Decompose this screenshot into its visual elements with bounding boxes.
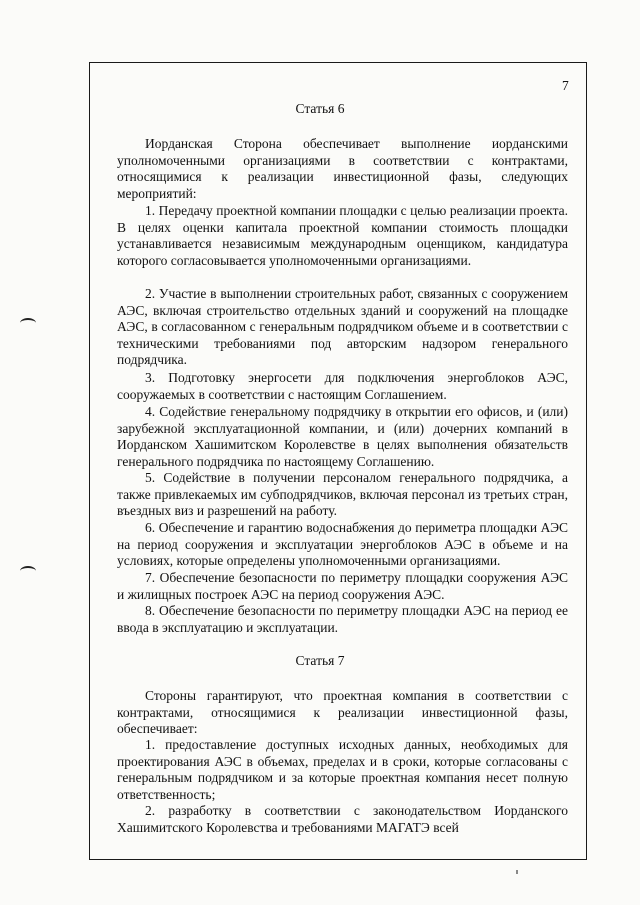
- article-6-item-2: 2. Участие в выполнении строительных работ, связанных с сооружением АЭС, включая строительство отдельных зданий и сооружений на площадке АЭС, в согласованном с генеральным подрядчиком объеме и в соответствии с техническими требованиями под авторским надзором генерального подрядчика.: [117, 286, 568, 367]
- article-7-item-2: 2. разработку в соответствии с законодательством Иорданского Хашимитского Королевства и требованиями МАГАТЭ всей: [117, 803, 568, 835]
- article-6-item-4: 4. Содействие генеральному подрядчику в открытии его офисов, и (или) зарубежной эксплуатационной компании, и (или) дочерних компаний в Иорданском Хашимитском Королевстве в целях выполнения обязательств генерального подрядчика по настоящему Соглашению.: [117, 404, 568, 469]
- article-6-intro: Иорданская Сторона обеспечивает выполнение иорданскими уполномоченными организациями в соответствии с контрактами, относящимися к реализации инвестиционной фазы, следующих мероприятий:: [117, 136, 568, 201]
- punch-hole-mark: [20, 318, 36, 328]
- article-6-title: Статья 6: [295, 101, 345, 116]
- article-6-item-6: 6. Обеспечение и гарантию водоснабжения до периметра площадки АЭС на период сооружения и эксплуатации энергоблоков АЭС в объеме и на условиях, которые определены уполномоченными организациями.: [117, 520, 568, 568]
- article-6-item-5: 5. Содействие в получении персоналом генерального подрядчика, а также привлекаемых им субподрядчиков, включая персонал из третьих стран, въездных виз и разрешений на работу.: [117, 470, 568, 518]
- article-7-title: Статья 7: [295, 653, 345, 668]
- article-6-item-7: 7. Обеспечение безопасности по периметру площадки сооружения АЭС и жилищных построек АЭС на период сооружения АЭС.: [117, 570, 568, 602]
- page-number: 7: [562, 78, 569, 93]
- punch-hole-mark: [20, 566, 36, 576]
- article-6-item-8: 8. Обеспечение безопасности по периметру площадки АЭС на период ее ввода в эксплуатацию и эксплуатации.: [117, 603, 568, 635]
- article-6-item-1: 1. Передачу проектной компании площадки с целью реализации проекта. В целях оценки капитала проектной компании стоимость площадки устанавливается независимым международным оценщиком, кандидатура которого согласовывается уполномоченными организациями.: [117, 203, 568, 268]
- article-6-item-3: 3. Подготовку энергосети для подключения энергоблоков АЭС, сооружаемых в соответствии с настоящим Соглашением.: [117, 370, 568, 402]
- scan-speck: [516, 870, 518, 874]
- article-7-item-1: 1. предоставление доступных исходных данных, необходимых для проектирования АЭС в объемах, пределах и в сроки, которые согласованы с генеральным подрядчиком и за которые проектная компания несет полную ответственность;: [117, 737, 568, 802]
- article-7-intro: Стороны гарантируют, что проектная компания в соответствии с контрактами, относящимися к реализации инвестиционной фазы, обеспечивает:: [117, 688, 568, 736]
